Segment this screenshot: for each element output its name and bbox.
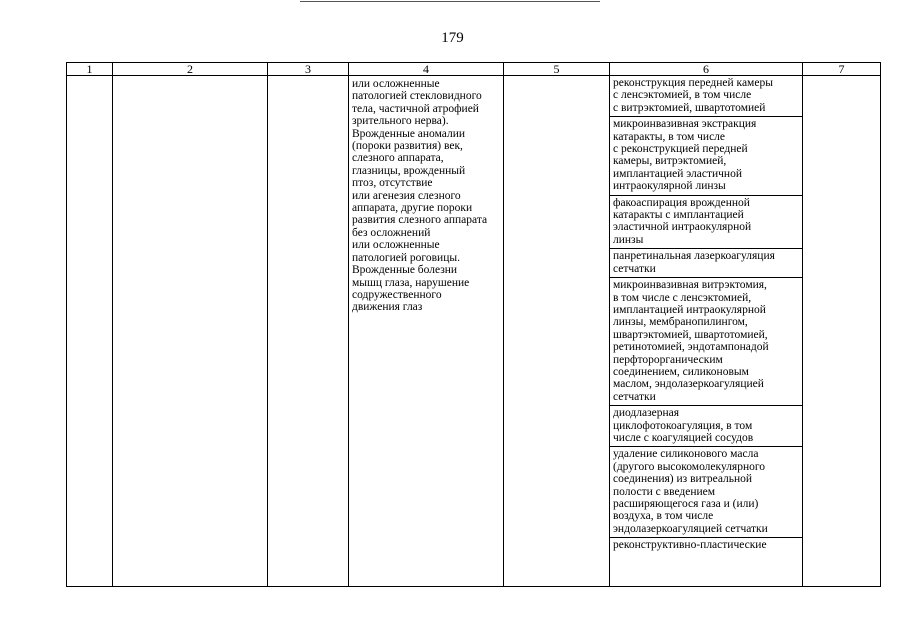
header-row [67,63,881,76]
col-header-4: 4 [349,63,504,76]
procedure-list [610,76,802,586]
col-header-6: 6 [610,63,803,76]
page-number: 179 [441,30,464,46]
procedure-item: реконструкция передней камеры с ленсэктомией, в том числе с витрэктомией, швартотомией [610,76,802,117]
cell-col2 [113,76,268,587]
procedures-table [66,62,881,587]
top-rule [300,1,600,2]
procedure-item: удаление силиконового масла (другого высокомолекулярного соединения) из витреальной полости с введением расширяющегося газа и (или) воздуха, в том числе эндолазеркоагуляцией сетчатки [610,447,802,538]
col-header-5: 5 [504,63,610,76]
procedure-item: факоаспирация врожденной катаракты с имплантацией эластичной интраокулярной линзы [610,196,802,250]
col-header-7: 7 [803,63,881,76]
procedure-item: панретинальная лазеркоагуляция сетчатки [610,249,802,278]
cell-col1 [67,76,113,587]
col-header-3: 3 [268,63,349,76]
procedure-item: диодлазерная циклофотокоагуляция, в том числе с коагуляцией сосудов [610,406,802,447]
procedure-item: микроинвазивная экстракция катаракты, в том числе с реконструкцией передней камеры, витрэктомией, имплантацией эластичной интраокулярной линзы [610,117,802,195]
diagnosis-text: или осложненные патологией стекловидного тела, частичной атрофией зрительного нерва). Врожденные аномалии (пороки развития) век, слезного аппарата, глазницы, врожденный птоз, отсутствие или агенезия слезного аппарата, другие пороки развития слезного аппарата без осложнений или осложненные патологией роговицы. Врожденные болезни мышц глаза, нарушение содружественного движения глаз [352,78,488,314]
cell-col7 [803,76,881,587]
procedure-item: реконструктивно-пластические [613,539,767,552]
cell-col4 [349,76,504,587]
cell-col3 [268,76,349,587]
procedure-item: микроинвазивная витрэктомия, в том числе с ленсэктомией, имплантацией интраокулярной линзы, мембранопилингом, швартэктомией, швартотомией, ретинотомией, эндотампонадой перфторорганическим соединением, силиконовым маслом, эндолазеркоагуляцией сетчатки [610,278,802,406]
cell-col5 [504,76,610,587]
cell-col6 [610,76,803,587]
table-row [67,76,881,587]
col-header-2: 2 [113,63,268,76]
col-header-1: 1 [67,63,113,76]
